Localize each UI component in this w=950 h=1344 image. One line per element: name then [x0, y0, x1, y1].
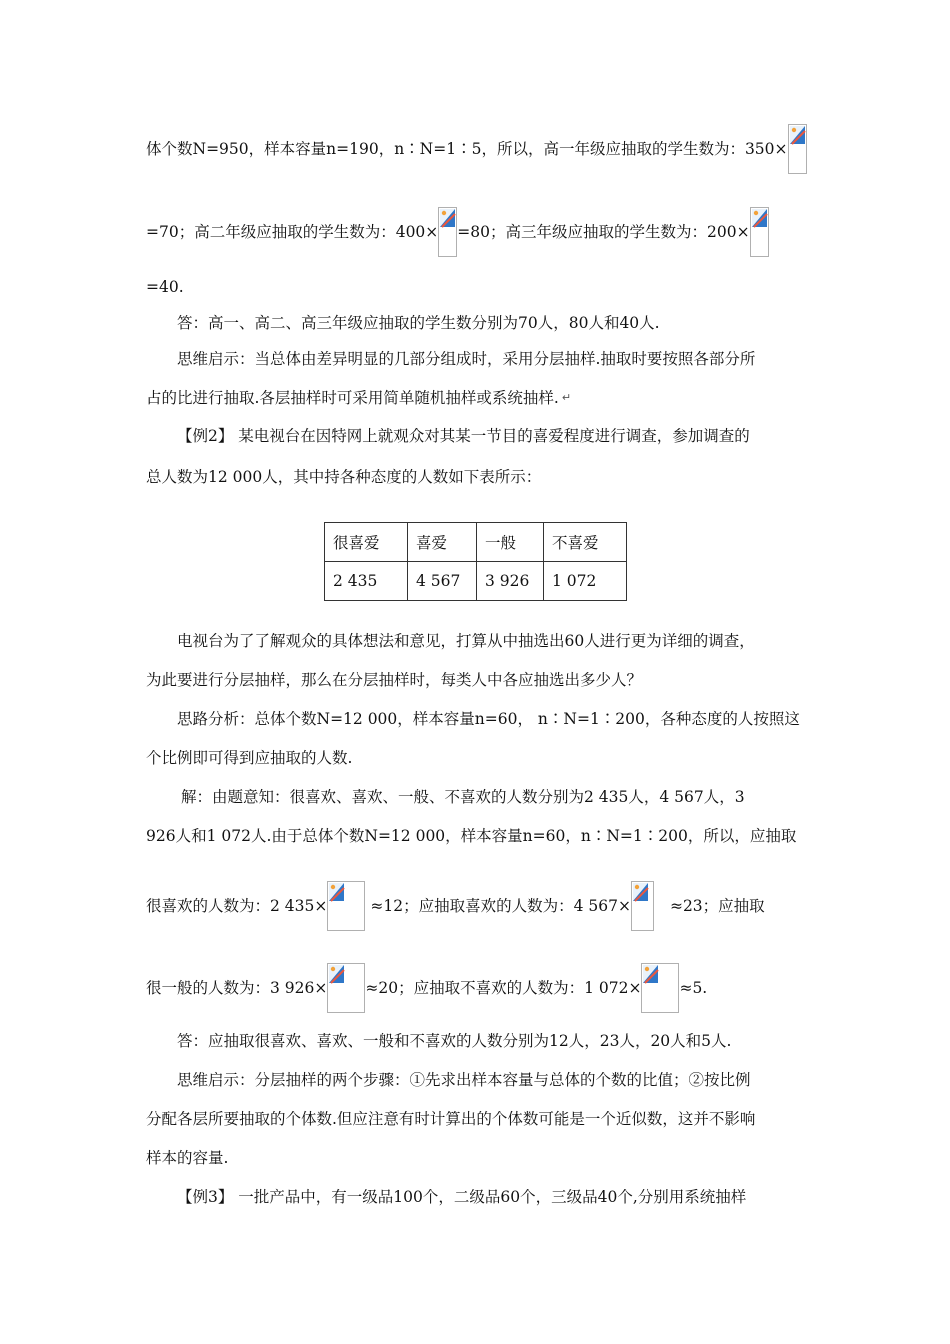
insight-line: 分配各层所要抽取的个体数.但应注意有时计算出的个体数可能是一个近似数，这并不影响 [146, 1110, 756, 1128]
solution-line: 926人和1 072人.由于总体个数N=12 000，样本容量n=60，n∶N=1∶200，所以，应抽取 [146, 827, 797, 845]
table-cell: 4 567 [408, 562, 477, 601]
question-line: 电视台为了了解观众的具体想法和意见，打算从中抽选出60人进行更为详细的调查， [177, 632, 755, 650]
text: =80；高三年级应抽取的学生数为：200× [457, 223, 750, 241]
insight-line: 占的比进行抽取.各层抽样时可采用简单随机抽样或系统抽样. ↵ [146, 389, 572, 407]
broken-image-icon [438, 207, 457, 257]
table-row [325, 562, 627, 601]
solution-line: 很喜欢的人数为：2 435× ≈12；应抽取喜欢的人数为：4 567× ≈23；应抽取 [146, 881, 765, 931]
broken-image-icon [641, 963, 679, 1013]
broken-image-icon [631, 881, 654, 931]
attitude-table [324, 522, 627, 601]
table-header-row [325, 523, 627, 562]
table-cell: 2 435 [325, 562, 408, 601]
broken-image-icon [327, 881, 365, 931]
table-header-cell: 不喜爱 [544, 523, 627, 562]
paragraph-line [146, 276, 184, 297]
return-mark-icon: ↵ [561, 391, 572, 404]
example-heading-line: 【例2】 某电视台在因特网上就观众对其某一节目的喜爱程度进行调查，参加调查的 [177, 427, 750, 445]
broken-image-icon [750, 207, 769, 257]
solution-line: 解：由题意知：很喜欢、喜欢、一般、不喜欢的人数分别为2 435人，4 567人，3 [181, 788, 745, 806]
text: =40. [146, 278, 184, 296]
table-header-cell: 一般 [477, 523, 544, 562]
answer-line: 答：高一、高二、高三年级应抽取的学生数分别为70人，80人和40人. [177, 314, 660, 332]
analysis-line: 思路分析：总体个数N=12 000，样本容量n=60， n∶N=1∶200，各种态度的人按照这 [177, 710, 800, 728]
analysis-line: 个比例即可得到应抽取的人数. [146, 749, 353, 767]
text: 体个数N=950，样本容量n=190，n∶N=1∶5，所以，高一年级应抽取的学生数为：350× [146, 140, 788, 158]
example-heading-line: 【例3】 一批产品中，有一级品100个，二级品60个，三级品40个,分别用系统抽样 [177, 1188, 747, 1206]
insight-line: 思维启示：当总体由差异明显的几部分组成时，采用分层抽样.抽取时要按照各部分所 [177, 350, 756, 368]
paragraph-line [146, 124, 807, 174]
insight-line: 样本的容量. [146, 1149, 229, 1167]
broken-image-icon [788, 124, 807, 174]
paragraph-line [146, 207, 769, 257]
example-line: 总人数为12 000人，其中持各种态度的人数如下表所示： [146, 468, 542, 486]
insight-line: 思维启示：分层抽样的两个步骤：①先求出样本容量与总体的个数的比值；②按比例 [177, 1071, 751, 1089]
table-cell: 3 926 [477, 562, 544, 601]
text: =70；高二年级应抽取的学生数为：400× [146, 223, 439, 241]
question-line: 为此要进行分层抽样，那么在分层抽样时，每类人中各应抽选出多少人？ [146, 671, 643, 689]
table-header-cell: 喜爱 [408, 523, 477, 562]
answer-line: 答：应抽取很喜欢、喜欢、一般和不喜欢的人数分别为12人，23人，20人和5人. [177, 1032, 732, 1050]
table-header-cell: 很喜爱 [325, 523, 408, 562]
solution-line: 很一般的人数为：3 926× ≈20；应抽取不喜欢的人数为：1 072× ≈5. [146, 963, 707, 1013]
table-cell: 1 072 [544, 562, 627, 601]
broken-image-icon [327, 963, 365, 1013]
